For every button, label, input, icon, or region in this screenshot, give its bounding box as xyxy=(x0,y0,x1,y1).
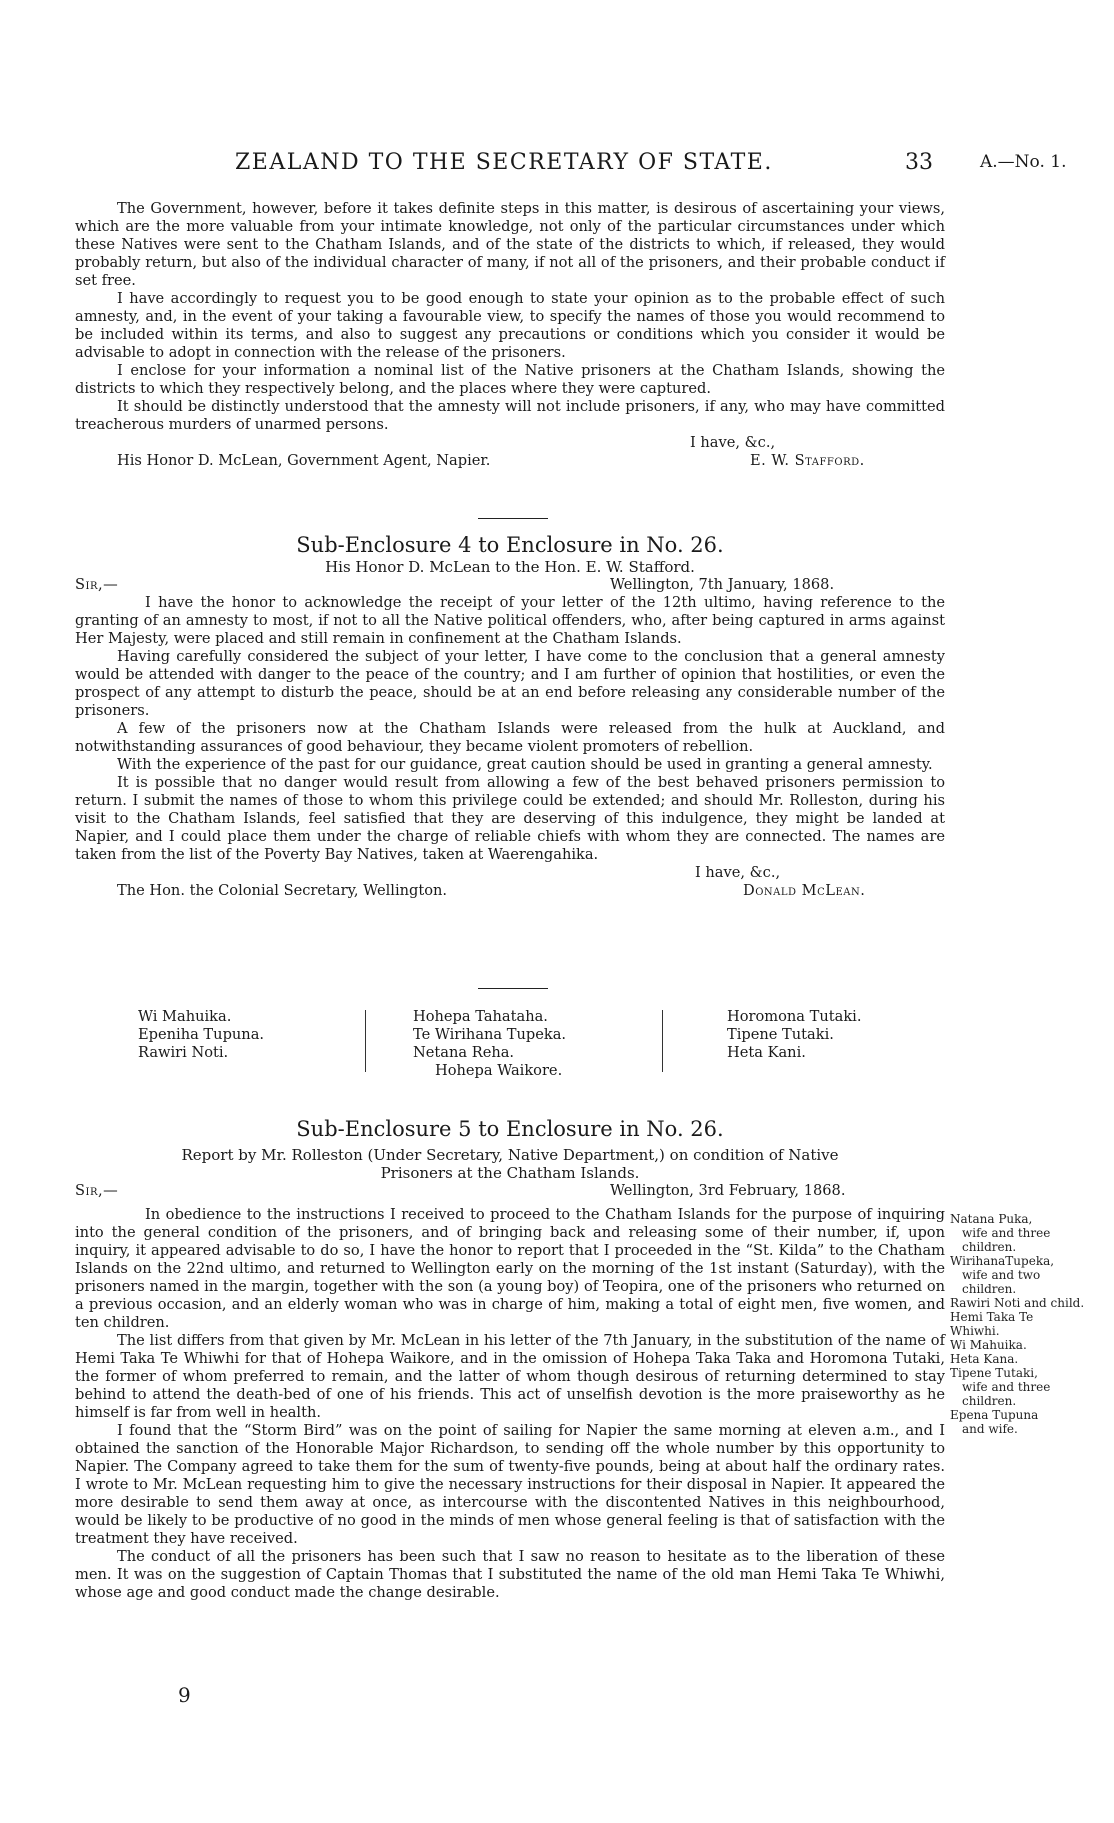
section-heading: Sub-Enclosure 4 to Enclosure in No. 26. xyxy=(296,533,724,557)
prisoner-name: Hohepa Tahataha. xyxy=(413,1008,548,1025)
prisoner-name: Netana Reha. xyxy=(413,1044,515,1061)
salutation-line xyxy=(75,1182,945,1200)
section-heading: Sub-Enclosure 5 to Enclosure in No. 26. xyxy=(296,1117,724,1141)
margin-note-name: Wi Mahuika. xyxy=(950,1338,1027,1352)
margin-note-name: Tipene Tutaki, xyxy=(950,1366,1038,1380)
margin-note xyxy=(950,1408,1085,1436)
closing-line xyxy=(75,864,945,882)
prisoner-name: Heta Kani. xyxy=(727,1044,806,1061)
salutation-line xyxy=(75,576,945,594)
paragraph: Having carefully considered the subject of your letter, I have come to the conclusion that a general amnesty would be attended with danger to the peace of the country; and I am further of opinion that hostilities, or even the prospect of any attempt to disturb the peace, should be at an end before releasing any considerable number of the prisoners. xyxy=(75,648,945,719)
paragraph: I have accordingly to request you to be good enough to state your opinion as to the probable effect of such amnesty, and, in the event of your taking a favourable view, to specify the names of those you would recommend to be included within its terms, and also to suggest any precautions or conditions which you consider it would be advisable to adopt in connection with the release of the prisoners. xyxy=(75,290,945,361)
prisoner-name: Tipene Tutaki. xyxy=(727,1026,834,1043)
signature-mark-number: 9 xyxy=(178,1683,191,1707)
running-header xyxy=(0,150,1114,180)
prisoner-name: Epeniha Tupuna. xyxy=(138,1026,265,1043)
margin-note-detail: wife and two children. xyxy=(962,1268,1041,1296)
divider xyxy=(478,518,548,519)
paragraph: The Government, however, before it takes definite steps in this matter, is desirous of ascertaining your views, which are the more valuable from your intimate knowledge, not only of the particular circumstances under which these Natives were sent to the Chatham Islands, and of the state of the districts to which, if released, they would probably return, but also of the individual character of many, if not all of the prisoners, and their probable conduct if set free. xyxy=(75,200,945,289)
closing: I have, &c., xyxy=(690,434,776,451)
sub-enclosure-5-heading xyxy=(75,1116,945,1200)
section-subheading: Report by Mr. Rolleston (Under Secretary, Native Department,) on condition of Native xyxy=(181,1146,839,1164)
paragraph: The conduct of all the prisoners has been such that I saw no reason to hesitate as to the liberation of these men. It was on the suggestion of Captain Thomas that I substituted the name of the old man Hemi Taka Te Whiwhi, whose age and good conduct made the change desirable. xyxy=(75,1548,945,1601)
margin-note-name: Hemi Taka Te Whiwhi. xyxy=(950,1310,1034,1338)
letter-stafford-body xyxy=(75,200,945,470)
closing: I have, &c., xyxy=(695,864,781,881)
salutation: Sir,— xyxy=(75,1182,119,1199)
header-page-number: 33 xyxy=(905,150,933,175)
addressee: His Honor D. McLean, Government Agent, Napier. xyxy=(117,452,491,469)
salutation: Sir,— xyxy=(75,576,119,593)
prisoner-name: Wi Mahuika. xyxy=(138,1008,232,1025)
sub-enclosure-5-body xyxy=(75,1206,945,1602)
column-separator xyxy=(365,1010,366,1072)
paragraph: It is possible that no danger would result from allowing a few of the best behaved prisoners permission to return. I submit the names of those to whom this privilege could be extended; and should Mr. Rolleston, during his visit to the Chatham Islands, feel satisfied that they are deserving of this indulgence, they might be landed at Napier, and I could place them under the charge of reliable chiefs with whom they are connected. The names are taken from the list of the Poverty Bay Natives, taken at Waerengahika. xyxy=(75,774,945,863)
column-separator xyxy=(662,1010,663,1072)
divider xyxy=(478,988,548,989)
paragraph: With the experience of the past for our guidance, great caution should be used in granting a general amnesty. xyxy=(117,756,933,773)
addressee: The Hon. the Colonial Secretary, Wellington. xyxy=(117,882,448,899)
addressee-line xyxy=(75,452,945,470)
signature: Donald McLean. xyxy=(743,882,866,899)
margin-note-name: Rawiri Noti and child. xyxy=(950,1296,1085,1310)
margin-note-name: Natana Puka, xyxy=(950,1212,1033,1226)
prisoner-name: Te Wirihana Tupeka. xyxy=(413,1026,567,1043)
prisoner-name: Hohepa Waikore. xyxy=(435,1062,563,1079)
prisoner-name: Horomona Tutaki. xyxy=(727,1008,862,1025)
names-column-1 xyxy=(138,1008,264,1062)
section-subheading: His Honor D. McLean to the Hon. E. W. Stafford. xyxy=(325,558,695,576)
prisoner-name: Rawiri Noti. xyxy=(138,1044,229,1061)
paragraph: A few of the prisoners now at the Chatham Islands were released from the hulk at Auckland, and notwithstanding assurances of good behaviour, they became violent promoters of rebellion. xyxy=(75,720,945,755)
paragraph: I enclose for your information a nominal list of the Native prisoners at the Chatham Islands, showing the districts to which they respectively belong, and the places where they were captured. xyxy=(75,362,945,397)
margin-note-name: Heta Kana. xyxy=(950,1352,1019,1366)
margin-notes xyxy=(950,1212,1085,1436)
margin-note xyxy=(950,1352,1085,1366)
margin-note-name: WirihanaTupeka, xyxy=(950,1254,1055,1268)
addressee-line xyxy=(75,882,945,900)
margin-note xyxy=(950,1310,1085,1338)
closing-line xyxy=(75,434,945,452)
margin-note-detail: wife and three children. xyxy=(962,1226,1051,1254)
names-column-2 xyxy=(413,1008,566,1080)
header-reference: A.—No. 1. xyxy=(980,152,1067,172)
margin-note-detail: wife and three children. xyxy=(962,1380,1051,1408)
signature: E. W. Stafford. xyxy=(750,452,865,469)
paragraph: The list differs from that given by Mr. McLean in his letter of the 7th January, in the substitution of the name of Hemi Taka Te Whiwhi for that of Hohepa Waikore, and in the omission of Hohepa Taka Taka and Horomona Tutaki, the former of whom preferred to remain, and the latter of whom though desirous of returning determined to stay behind to attend the death-bed of one of his friends. This act of unselfish devotion is the more praiseworthy as he himself is far from well in health. xyxy=(75,1332,945,1421)
margin-note-detail: and wife. xyxy=(962,1422,1018,1436)
dateline: Wellington, 7th January, 1868. xyxy=(610,576,835,593)
margin-note-name: Epena Tupuna xyxy=(950,1408,1039,1422)
margin-note xyxy=(950,1296,1085,1310)
paragraph: It should be distinctly understood that the amnesty will not include prisoners, if any, who may have committed treacherous murders of unarmed persons. xyxy=(75,398,945,433)
paragraph: I found that the “Storm Bird” was on the point of sailing for Napier the same morning at eleven a.m., and I obtained the sanction of the Honorable Major Richardson, to sending off the whole number by this opportunity to Napier. The Company agreed to take them for the sum of twenty-five pounds, being at about half the ordinary rates. I wrote to Mr. McLean requesting him to give the necessary instructions for their disposal in Napier. It appeared the more desirable to send them away at once, as intercourse with the discontented Natives in this neighbourhood, would be likely to be productive of no good in the minds of men whose general feeling is that of satisfaction with the treatment they have received. xyxy=(75,1422,945,1547)
margin-note xyxy=(950,1212,1085,1254)
margin-note xyxy=(950,1254,1085,1296)
margin-note xyxy=(950,1366,1085,1408)
sub-enclosure-4 xyxy=(75,532,945,900)
names-column-3 xyxy=(727,1008,862,1062)
dateline: Wellington, 3rd February, 1868. xyxy=(610,1182,846,1199)
paragraph: I have the honor to acknowledge the receipt of your letter of the 12th ultimo, having reference to the granting of an amnesty to most, if not to all the Native political offenders, who, after being captured in arms against Her Majesty, were placed and still remain in confinement at the Chatham Islands. xyxy=(75,594,945,647)
paragraph: In obedience to the instructions I received to proceed to the Chatham Islands for the purpose of inquiring into the general condition of the prisoners, and of bringing back and releasing some of their number, if, upon inquiry, it appeared advisable to do so, I have the honor to report that I proceeded in the “St. Kilda” to the Chatham Islands on the 22nd ultimo, and returned to Wellington early on the morning of the 1st instant (Saturday), with the prisoners named in the margin, together with the son (a young boy) of Teopira, one of the prisoners who returned on a previous occasion, and an elderly woman who was in charge of him, making a total of eight men, five women, and ten children. xyxy=(75,1206,945,1331)
margin-note xyxy=(950,1338,1085,1352)
header-title: ZEALAND TO THE SECRETARY OF STATE. xyxy=(235,150,773,175)
section-subheading: Prisoners at the Chatham Islands. xyxy=(380,1164,640,1182)
